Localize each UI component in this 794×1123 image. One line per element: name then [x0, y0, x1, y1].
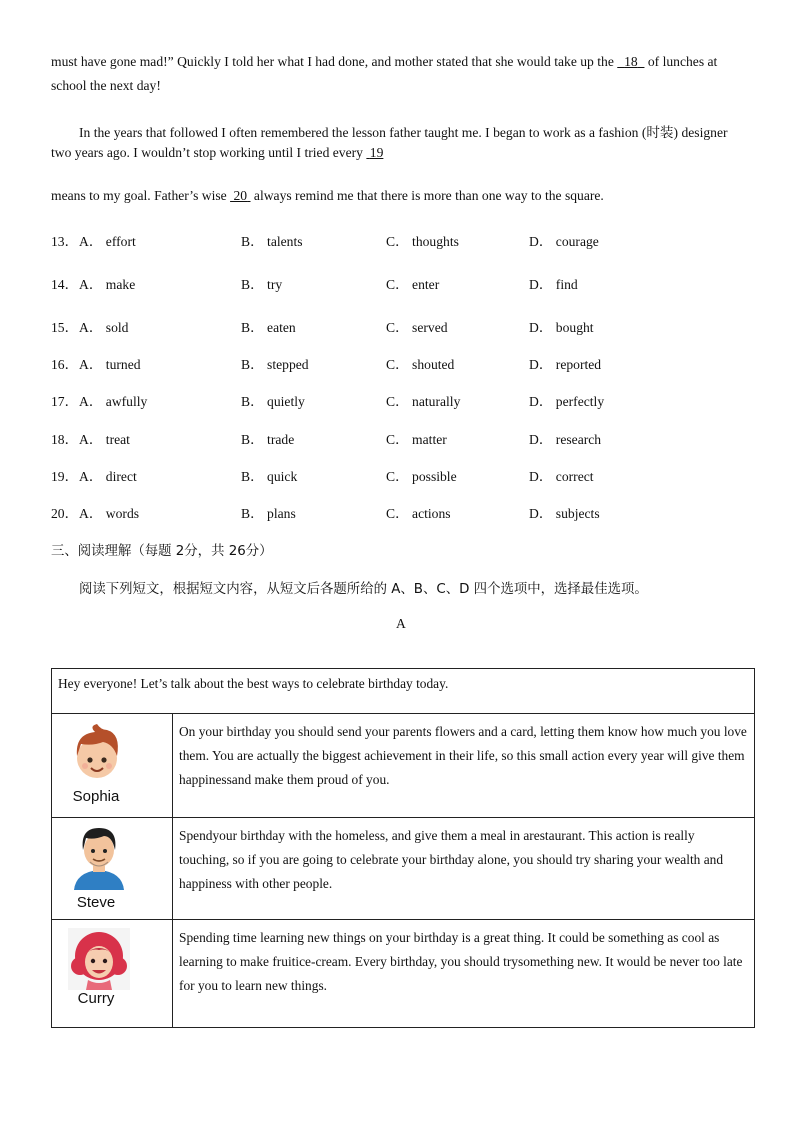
steve-avatar-icon	[70, 822, 128, 890]
question-19: 19． A． direct B． quick C． possible D． correct	[51, 465, 751, 485]
passage-text: two years ago. I wouldn’t stop working until I tried every	[51, 145, 363, 160]
option-a: A． words	[79, 506, 140, 521]
option-b: B． quick	[241, 469, 298, 484]
person-text: Spending time learning new things on your birthday is a great thing. It could be something as cool as learning to make fruitice-cream. Every birthday, you should trysomething new. It would be never too late for you to learn new things.	[173, 920, 755, 1028]
person-name: Sophia	[72, 788, 120, 805]
table-intro: Hey everyone! Let’s talk about the best ways to celebrate birthday today.	[52, 669, 755, 714]
table-row	[52, 920, 755, 1028]
option-a: A． effort	[79, 234, 136, 249]
question-20: 20． A． words B． plans C． actions D． subjects	[51, 502, 751, 522]
option-c: C． served	[386, 320, 448, 335]
option-c: C． naturally	[386, 394, 461, 409]
question-16: 16． A． turned B． stepped C． shouted D． reported	[51, 353, 751, 373]
option-c: C． enter	[386, 277, 440, 292]
person-cell	[52, 818, 173, 920]
option-d: D． find	[529, 277, 578, 292]
option-d: D． correct	[529, 469, 594, 484]
option-c: C． matter	[386, 432, 447, 447]
question-15: 15． A． sold B． eaten C． served D． bought	[51, 316, 751, 336]
table-row	[52, 818, 755, 920]
option-a: A． sold	[79, 320, 129, 335]
option-d: D． bought	[529, 320, 594, 335]
option-a: A． treat	[79, 432, 130, 447]
option-a: A． turned	[79, 357, 141, 372]
option-a: A． make	[79, 277, 136, 292]
option-d: D． courage	[529, 234, 599, 249]
person-cell	[52, 714, 173, 818]
passage-text: must have gone mad!” Quickly I told her what I had done, and mother stated that she would take up the	[51, 54, 614, 69]
passage-text: always remind me that there is more than one way to the square.	[253, 188, 604, 203]
option-c: C． thoughts	[386, 234, 459, 249]
birthday-table	[51, 668, 755, 1028]
blank-18: 18	[624, 54, 638, 69]
option-a: A． direct	[79, 469, 137, 484]
option-b: B． eaten	[241, 320, 296, 335]
passage-text: of lunches at	[647, 54, 718, 69]
option-c: C． actions	[386, 506, 451, 521]
option-b: B． try	[241, 277, 283, 292]
question-17: 17． A． awfully B． quietly C． naturally D． perfectly	[51, 390, 751, 410]
section-instruction: 阅读下列短文，根据短文内容，从短文后各题所给的 A、B、C、D 四个选项中，选择最佳选项。	[79, 582, 648, 597]
table-intro-row	[52, 669, 755, 714]
option-b: B． quietly	[241, 394, 305, 409]
option-b: B． trade	[241, 432, 295, 447]
person-text: Spendyour birthday with the homeless, and give them a meal in arestaurant. This action is really touching, so if you are going to celebrate your birthday alone, you should try sharing your wealth and happiness with other people.	[173, 818, 755, 920]
table-row	[52, 714, 755, 818]
blank-20: 20	[233, 188, 248, 203]
person-name: Curry	[77, 990, 115, 1007]
passage-line-3: In the years that followed I often remembered the lesson father taught me. I began to work as a fashion (时装) designer	[79, 125, 728, 140]
question-13: 13． A． effort B． talents C． thoughts D． courage	[51, 230, 751, 250]
option-d: D． research	[529, 432, 602, 447]
question-14: 14． A． make B． try C． enter D． find	[51, 273, 751, 293]
option-d: D． subjects	[529, 506, 600, 521]
person-text: On your birthday you should send your parents flowers and a card, letting them know how much you love them. You are actually the biggest achievement in their life, so this small action every year will give them happinessand make them proud of you.	[173, 714, 755, 818]
sophia-avatar-icon	[67, 722, 127, 784]
option-d: D． perfectly	[529, 394, 605, 409]
blank-19: 19	[369, 145, 384, 160]
passage-line-4	[51, 145, 383, 161]
question-18: 18． A． treat B． trade C． matter D． research	[51, 428, 751, 448]
option-c: C． possible	[386, 469, 457, 484]
passage-text: means to my goal. Father’s wise	[51, 188, 227, 203]
option-b: B． talents	[241, 234, 303, 249]
person-cell	[52, 920, 173, 1028]
passage-line-1	[51, 54, 717, 70]
option-b: B． plans	[241, 506, 296, 521]
option-d: D． reported	[529, 357, 602, 372]
option-b: B． stepped	[241, 357, 309, 372]
person-name: Steve	[76, 894, 116, 911]
section-heading: 三、阅读理解（每题 2分，共 26分）	[51, 544, 273, 559]
passage-line-5	[51, 188, 604, 204]
curry-avatar-icon	[68, 928, 130, 990]
option-a: A． awfully	[79, 394, 148, 409]
option-c: C． shouted	[386, 357, 455, 372]
passage-line-2: school the next day!	[51, 78, 161, 93]
passage-label: A	[396, 616, 406, 631]
